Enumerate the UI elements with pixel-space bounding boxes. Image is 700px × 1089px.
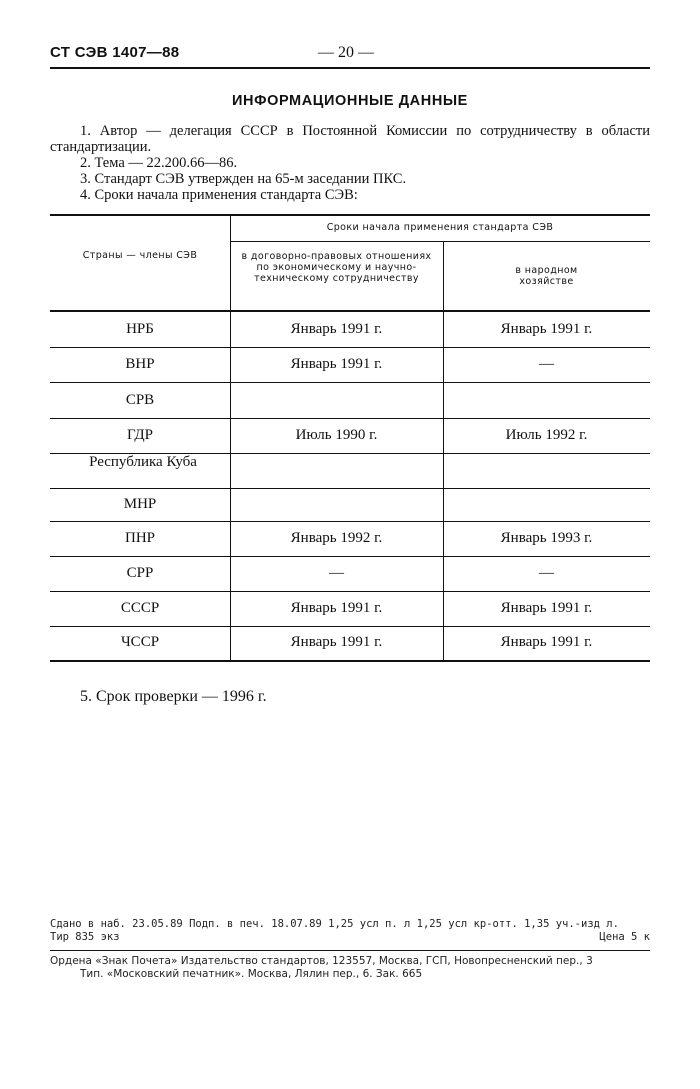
contract-date-cell: Январь 1991 г. bbox=[290, 321, 383, 337]
contract-date-cell: Январь 1991 г. bbox=[290, 356, 383, 372]
economy-date-cell: Январь 1991 г. bbox=[500, 634, 593, 650]
header-rule bbox=[50, 67, 650, 69]
country-cell: МНР bbox=[123, 496, 157, 512]
country-cell: СССР bbox=[120, 600, 160, 616]
table-top-rule bbox=[50, 214, 650, 216]
country-cell: НРБ bbox=[126, 321, 154, 337]
item-author: 1. Автор — делегация СССР в Постоянной Комиссии по сотрудничеству в области стандартизации. bbox=[50, 123, 650, 155]
row-rule bbox=[50, 626, 650, 627]
row-rule bbox=[50, 591, 650, 592]
economy-date-cell: — bbox=[539, 565, 554, 581]
economy-date-cell: Июль 1992 г. bbox=[505, 427, 588, 443]
country-cell: ГДР bbox=[127, 427, 153, 443]
economy-date-cell: Январь 1993 г. bbox=[500, 530, 593, 546]
contract-date-cell: — bbox=[329, 565, 344, 581]
running-header bbox=[50, 44, 650, 68]
country-cell: ЧССР bbox=[120, 634, 160, 650]
publisher-block bbox=[50, 955, 655, 981]
info-items bbox=[50, 123, 650, 203]
review-period: 5. Срок проверки — 1996 г. bbox=[80, 688, 267, 705]
contract-date-cell: Январь 1991 г. bbox=[290, 634, 383, 650]
row-rule bbox=[50, 347, 650, 348]
standard-code: СТ СЭВ 1407—88 bbox=[50, 44, 180, 61]
row-rule bbox=[50, 521, 650, 522]
contract-date-cell: Июль 1990 г. bbox=[295, 427, 378, 443]
imprint-block bbox=[50, 918, 650, 944]
page-number: — 20 — bbox=[318, 44, 374, 61]
print-run: Тир 835 экз bbox=[50, 931, 120, 943]
publisher-line: Ордена «Знак Почета» Издательство стандартов, 123557, Москва, ГСП, Новопресненский пер., 3 bbox=[50, 955, 593, 967]
item-topic: 2. Тема — 22.200.66—86. bbox=[80, 155, 238, 171]
country-cell: Республика Куба bbox=[89, 454, 197, 470]
item-approval: 3. Стандарт СЭВ утвержден на 65-м заседании ПКС. bbox=[80, 171, 407, 187]
imprint-line bbox=[50, 931, 650, 944]
header-group: Сроки начала применения стандарта СЭВ bbox=[326, 222, 554, 233]
printer-line: Тип. «Московский печатник». Москва, Лялин пер., 6. Зак. 665 bbox=[80, 968, 423, 980]
section-title: ИНФОРМАЦИОННЫЕ ДАННЫЕ bbox=[232, 93, 468, 109]
imprint-rule bbox=[50, 950, 650, 951]
row-rule bbox=[50, 418, 650, 419]
country-cell: ПНР bbox=[124, 530, 155, 546]
header-economy: в народном хозяйстве bbox=[515, 265, 578, 287]
price: Цена 5 к bbox=[599, 931, 650, 943]
column-divider bbox=[443, 241, 444, 662]
header-countries: Страны — члены СЭВ bbox=[82, 250, 198, 261]
imprint-line: Сдано в наб. 23.05.89 Подп. в печ. 18.07.89 1,25 усл п. л 1,25 усл кр-отт. 1,35 уч.-изд л. bbox=[50, 918, 619, 930]
row-rule bbox=[50, 382, 650, 383]
row-rule bbox=[50, 488, 650, 489]
country-cell: СРР bbox=[126, 565, 154, 581]
table-header-rule bbox=[50, 310, 650, 312]
header-contract: в договорно-правовых отношениях по экономическому и научно-техническому сотрудничеству bbox=[241, 251, 432, 284]
contract-date-cell: Январь 1992 г. bbox=[290, 530, 383, 546]
country-cell: ВНР bbox=[125, 356, 155, 372]
economy-date-cell: Январь 1991 г. bbox=[500, 321, 593, 337]
country-cell: СРВ bbox=[125, 392, 155, 408]
economy-date-cell: Январь 1991 г. bbox=[500, 600, 593, 616]
economy-date-cell: — bbox=[539, 356, 554, 372]
table-bottom-rule bbox=[50, 660, 650, 662]
row-rule bbox=[50, 556, 650, 557]
table-group-rule bbox=[230, 241, 650, 242]
item-dates: 4. Сроки начала применения стандарта СЭВ: bbox=[80, 187, 358, 203]
application-dates-table bbox=[50, 214, 650, 662]
contract-date-cell: Январь 1991 г. bbox=[290, 600, 383, 616]
